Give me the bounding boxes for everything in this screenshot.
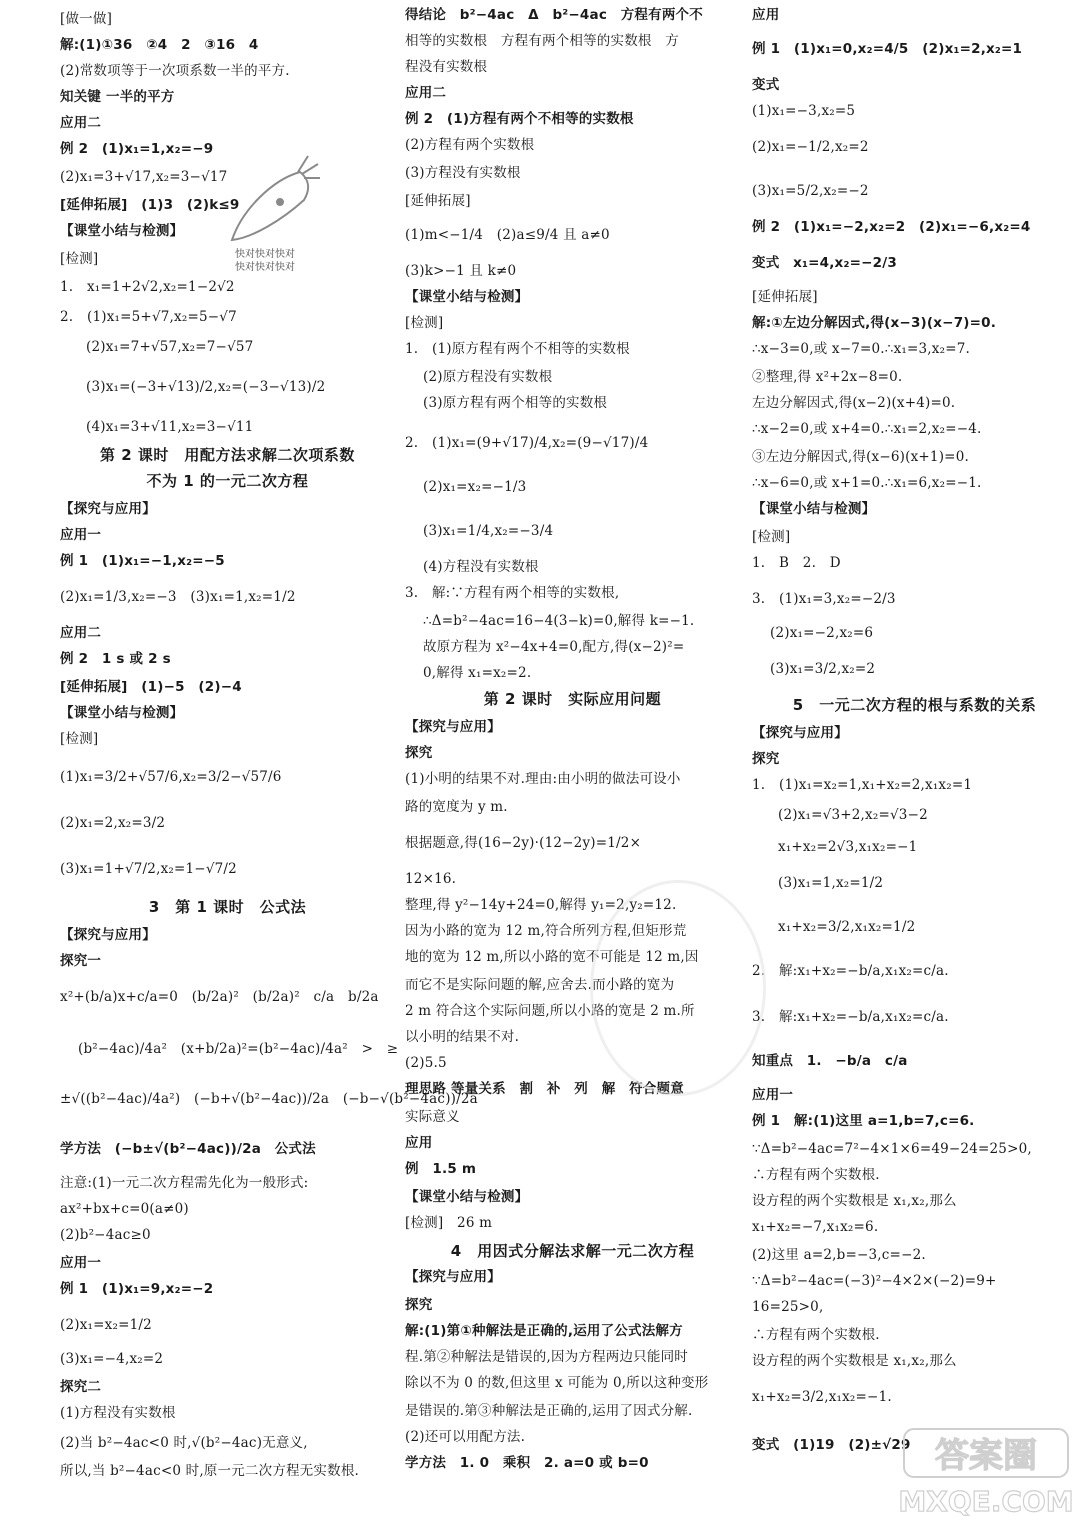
text-line: (3)原方程有两个相等的实数根 [423, 395, 608, 411]
text-line: 而它不是实际问题的解,应舍去.而小路的宽为 [405, 977, 675, 993]
text-line: (1)m<−1/4 (2)a≤9/4 且 a≠0 [405, 227, 610, 243]
text-line: 【探究与应用】 [752, 725, 848, 741]
text-line: (1)方程没有实数根 [60, 1405, 176, 1421]
text-line: 学方法 (−b±√(b²−4ac))/2a 公式法 [60, 1141, 316, 1157]
text-line: 第 2 课时 用配方法求解二次项系数 [100, 446, 355, 464]
text-line: 【探究与应用】 [405, 1269, 501, 1285]
text-line: 得结论 b²−4ac Δ b²−4ac 方程有两个不 [405, 7, 703, 23]
text-line: 应用 [405, 1135, 433, 1151]
text-line: [检测] [60, 251, 99, 267]
text-line: [检测] [752, 529, 791, 545]
text-line: 地的宽为 12 m,所以小路的宽不可能是 12 m,因 [405, 949, 699, 965]
text-line: 应用二 [60, 115, 102, 131]
text-line: 例 1 (1)x₁=−1,x₂=−5 [60, 553, 225, 569]
text-line: 【探究与应用】 [405, 719, 501, 735]
text-line: 例 1 (1)x₁=0,x₂=4/5 (2)x₁=2,x₂=1 [752, 41, 1023, 57]
text-line: 知重点 1. −b/a c/a [752, 1053, 908, 1069]
text-line: 变式 (1)19 (2)±√29 [752, 1437, 911, 1453]
text-line: (2)当 b²−4ac<0 时,√(b²−4ac)无意义, [60, 1435, 308, 1451]
text-line: 例 2 (1)x₁=−2,x₂=2 (2)x₁=−6,x₂=4 [752, 219, 1031, 235]
text-line: 探究 [405, 1297, 433, 1313]
text-line: 1. x₁=1+2√2,x₂=1−2√2 [60, 279, 235, 295]
text-line: (2)x₁=1/3,x₂=−3 (3)x₁=1,x₂=1/2 [60, 589, 296, 605]
text-line: 解:(1)①36 ②4 2 ③16 4 [60, 37, 259, 53]
text-line: (2)x₁=−2,x₂=6 [770, 625, 874, 641]
text-line: 1. B 2. D [752, 555, 841, 571]
text-line: ±√((b²−4ac)/4a²) (−b+√(b²−4ac))/2a (−b−√(b²−4ac))/2a [60, 1091, 478, 1107]
text-line: 0,解得 x₁=x₂=2. [423, 665, 532, 681]
text-line: [做一做] [60, 11, 113, 27]
text-line: (3)x₁=1,x₂=1/2 [778, 875, 884, 891]
text-line: 因为小路的宽为 12 m,符合所列方程,但矩形荒 [405, 923, 687, 939]
text-line: [延伸拓展] [752, 289, 818, 305]
text-line: [延伸拓展] [405, 193, 471, 209]
text-line: 以小明的结果不对. [405, 1029, 520, 1045]
text-line: 是错误的.第③种解法是正确的,运用了因式分解. [405, 1403, 693, 1419]
text-line: 不为 1 的一元二次方程 [146, 472, 309, 490]
text-line: 【课堂小结与检测】 [60, 705, 184, 721]
text-line: 2. 解:x₁+x₂=−b/a,x₁x₂=c/a. [752, 963, 949, 979]
text-line: x₁+x₂=−7,x₁x₂=6. [752, 1219, 879, 1235]
text-line: 设方程的两个实数根是 x₁,x₂,那么 [752, 1353, 957, 1369]
text-line: (1)x₁=−3,x₂=5 [752, 103, 856, 119]
text-line: 【课堂小结与检测】 [752, 501, 876, 517]
text-line: 设方程的两个实数根是 x₁,x₂,那么 [752, 1193, 957, 1209]
text-line: 知关键 一半的平方 [60, 89, 175, 105]
text-line: (2)x₁=2,x₂=3/2 [60, 815, 166, 831]
text-line: [检测] [405, 315, 444, 331]
text-line: 例 2 1 s 或 2 s [60, 651, 171, 667]
text-line: 探究二 [60, 1379, 102, 1395]
logo-brand-text: 答案圈 [935, 1436, 1037, 1476]
text-line: ∴x−3=0,或 x−7=0.∴x₁=3,x₂=7. [752, 341, 971, 357]
text-line: 3 第 1 课时 公式法 [148, 898, 307, 916]
text-line: 【课堂小结与检测】 [60, 223, 184, 239]
text-line: 解:(1)第①种解法是正确的,运用了公式法解方 [405, 1323, 683, 1339]
text-line: (2)5.5 [405, 1055, 447, 1071]
text-line: 例 1 (1)x₁=9,x₂=−2 [60, 1281, 214, 1297]
text-line: 实际意义 [405, 1109, 460, 1125]
text-line: 除以不为 0 的数,但这里 x 可能为 0,所以这种变形 [405, 1375, 709, 1391]
text-line: 应用 [752, 7, 780, 23]
text-line: (3)方程没有实数根 [405, 165, 521, 181]
text-line: (2)还可以用配方法. [405, 1429, 526, 1445]
text-line: ②整理,得 x²+2x−8=0. [752, 369, 903, 385]
text-line: ∴Δ=b²−4ac=16−4(3−k)=0,解得 k=−1. [423, 613, 695, 629]
text-line: ③左边分解因式,得(x−6)(x+1)=0. [752, 449, 969, 465]
text-line: 【课堂小结与检测】 [405, 1189, 529, 1205]
text-line: 例 1 解:(1)这里 a=1,b=7,c=6. [752, 1113, 975, 1129]
text-line: [延伸拓展] (1)−5 (2)−4 [60, 679, 242, 695]
text-line: 第 2 课时 实际应用问题 [483, 690, 662, 708]
text-line: 例 2 (1)x₁=1,x₂=−9 [60, 141, 214, 157]
watermark-stamp: 快对快对快对 快对快对快对 [235, 249, 295, 273]
text-line: (3)x₁=1+√7/2,x₂=1−√7/2 [60, 861, 237, 877]
text-line: 应用一 [752, 1087, 794, 1103]
text-line: ∴x−6=0,或 x+1=0.∴x₁=6,x₂=−1. [752, 475, 982, 491]
text-line: (b²−4ac)/4a² (x+b/2a)²=(b²−4ac)/4a² > ≥ [78, 1041, 399, 1057]
text-line: 探究 [405, 745, 433, 761]
text-line: 程.第②种解法是错误的,因为方程两边只能同时 [405, 1349, 688, 1365]
text-line: 应用二 [405, 85, 447, 101]
text-line: 3. 解:∵方程有两个相等的实数根, [405, 585, 620, 601]
text-line: 【课堂小结与检测】 [405, 289, 529, 305]
text-line: 程没有实数根 [405, 59, 488, 75]
text-line: 理思路 等量关系 割 补 列 解 符合题意 [405, 1081, 684, 1097]
text-line: (2)这里 a=2,b=−3,c=−2. [752, 1247, 926, 1263]
text-line: (2)x₁=7+√57,x₂=7−√57 [86, 339, 254, 355]
text-line: ∵Δ=b²−4ac=(−3)²−4×2×(−2)=9+ [752, 1273, 997, 1289]
text-line: [延伸拓展] (1)3 (2)k≤9 [60, 197, 240, 213]
text-line: (3)k>−1 且 k≠0 [405, 263, 517, 279]
carrot-mascot-icon [222, 150, 322, 250]
text-line: (2)b²−4ac≥0 [60, 1227, 151, 1243]
logo-site-text: MXQE.COM [898, 1485, 1074, 1518]
text-line: ax²+bx+c=0(a≠0) [60, 1201, 189, 1217]
text-line: 应用一 [60, 527, 102, 543]
text-line: (1)小明的结果不对.理由:由小明的做法可设小 [405, 771, 681, 787]
text-line: 5 一元二次方程的根与系数的关系 [792, 696, 1037, 714]
text-line: 12×16. [405, 871, 457, 887]
text-line: 整理,得 y²−14y+24=0,解得 y₁=2,y₂=12. [405, 897, 677, 913]
text-line: (2)x₁=√3+2,x₂=√3−2 [778, 807, 928, 823]
text-line: 3. 解:x₁+x₂=−b/a,x₁x₂=c/a. [752, 1009, 949, 1025]
text-line: 16=25>0, [752, 1299, 824, 1315]
text-line: 3. (1)x₁=3,x₂=−2/3 [752, 591, 896, 607]
text-line: (2)x₁=x₂=−1/3 [423, 479, 527, 495]
text-line: (3)x₁=3/2,x₂=2 [770, 661, 876, 677]
text-line: 探究一 [60, 953, 102, 969]
text-line: ∴方程有两个实数根. [752, 1327, 880, 1343]
text-line: 变式 x₁=4,x₂=−2/3 [752, 255, 897, 271]
text-line: 学方法 1. 0 乘积 2. a=0 或 b=0 [405, 1455, 649, 1471]
text-line: 2 m 符合这个实际问题,所以小路的宽是 2 m.所 [405, 1003, 695, 1019]
text-line: 2. (1)x₁=5+√7,x₂=5−√7 [60, 309, 237, 325]
text-line: 2. (1)x₁=(9+√17)/4,x₂=(9−√17)/4 [405, 435, 649, 451]
text-line: (2)原方程没有实数根 [423, 369, 553, 385]
text-line: ∴方程有两个实数根. [752, 1167, 880, 1183]
text-line: (4)x₁=3+√11,x₂=3−√11 [86, 419, 254, 435]
text-line: 4 用因式分解法求解一元二次方程 [450, 1242, 695, 1260]
text-line: 1. (1)x₁=x₂=1,x₁+x₂=2,x₁x₂=1 [752, 777, 973, 793]
text-line: ∵Δ=b²−4ac=7²−4×1×6=49−24=25>0, [752, 1141, 1032, 1157]
text-line: (1)x₁=3/2+√57/6,x₂=3/2−√57/6 [60, 769, 282, 785]
text-line: 解:①左边分解因式,得(x−3)(x−7)=0. [752, 315, 997, 331]
text-line: x₁+x₂=3/2,x₁x₂=−1. [752, 1389, 892, 1405]
text-line: (2)常数项等于一次项系数一半的平方. [60, 63, 290, 79]
text-line: 1. (1)原方程有两个不相等的实数根 [405, 341, 630, 357]
site-logo [898, 1415, 1074, 1519]
text-line: (3)x₁=−4,x₂=2 [60, 1351, 164, 1367]
text-line: 路的宽度为 y m. [405, 799, 508, 815]
text-line: 相等的实数根 方程有两个相等的实数根 方 [405, 33, 679, 49]
text-line: (2)x₁=3+√17,x₂=3−√17 [60, 169, 228, 185]
text-line: 例 1.5 m [405, 1161, 477, 1177]
text-line: x²+(b/a)x+c/a=0 (b/2a)² (b/2a)² c/a b/2a [60, 989, 379, 1005]
text-line: 探究 [752, 751, 780, 767]
text-line: (2)x₁=x₂=1/2 [60, 1317, 152, 1333]
text-line: 【探究与应用】 [60, 927, 156, 943]
text-line: (4)方程没有实数根 [423, 559, 539, 575]
text-line: 应用二 [60, 625, 102, 641]
text-line: [检测] 26 m [405, 1215, 493, 1231]
text-line: (3)x₁=(−3+√13)/2,x₂=(−3−√13)/2 [86, 379, 326, 395]
text-line: 所以,当 b²−4ac<0 时,原一元二次方程无实数根. [60, 1463, 360, 1479]
text-line: 例 2 (1)方程有两个不相等的实数根 [405, 111, 634, 127]
text-line: x₁+x₂=3/2,x₁x₂=1/2 [778, 919, 916, 935]
text-line: 变式 [752, 77, 780, 93]
text-line: 故原方程为 x²−4x+4=0,配方,得(x−2)²= [423, 639, 685, 655]
text-line: [检测] [60, 731, 99, 747]
text-line: 注意:(1)一元二次方程需先化为一般形式: [60, 1175, 309, 1191]
text-line: (3)x₁=1/4,x₂=−3/4 [423, 523, 554, 539]
text-line: 根据题意,得(16−2y)·(12−2y)=1/2× [405, 835, 642, 851]
text-line: 应用一 [60, 1255, 102, 1271]
text-line: ∴x−2=0,或 x+4=0.∴x₁=2,x₂=−4. [752, 421, 982, 437]
text-line: (2)x₁=−1/2,x₂=2 [752, 139, 869, 155]
watermark-face [590, 880, 766, 1096]
text-line: (3)x₁=5/2,x₂=−2 [752, 183, 869, 199]
text-line: 【探究与应用】 [60, 501, 156, 517]
text-line: x₁+x₂=2√3,x₁x₂=−1 [778, 839, 918, 855]
text-line: 左边分解因式,得(x−2)(x+4)=0. [752, 395, 956, 411]
text-line: (2)方程有两个实数根 [405, 137, 535, 153]
